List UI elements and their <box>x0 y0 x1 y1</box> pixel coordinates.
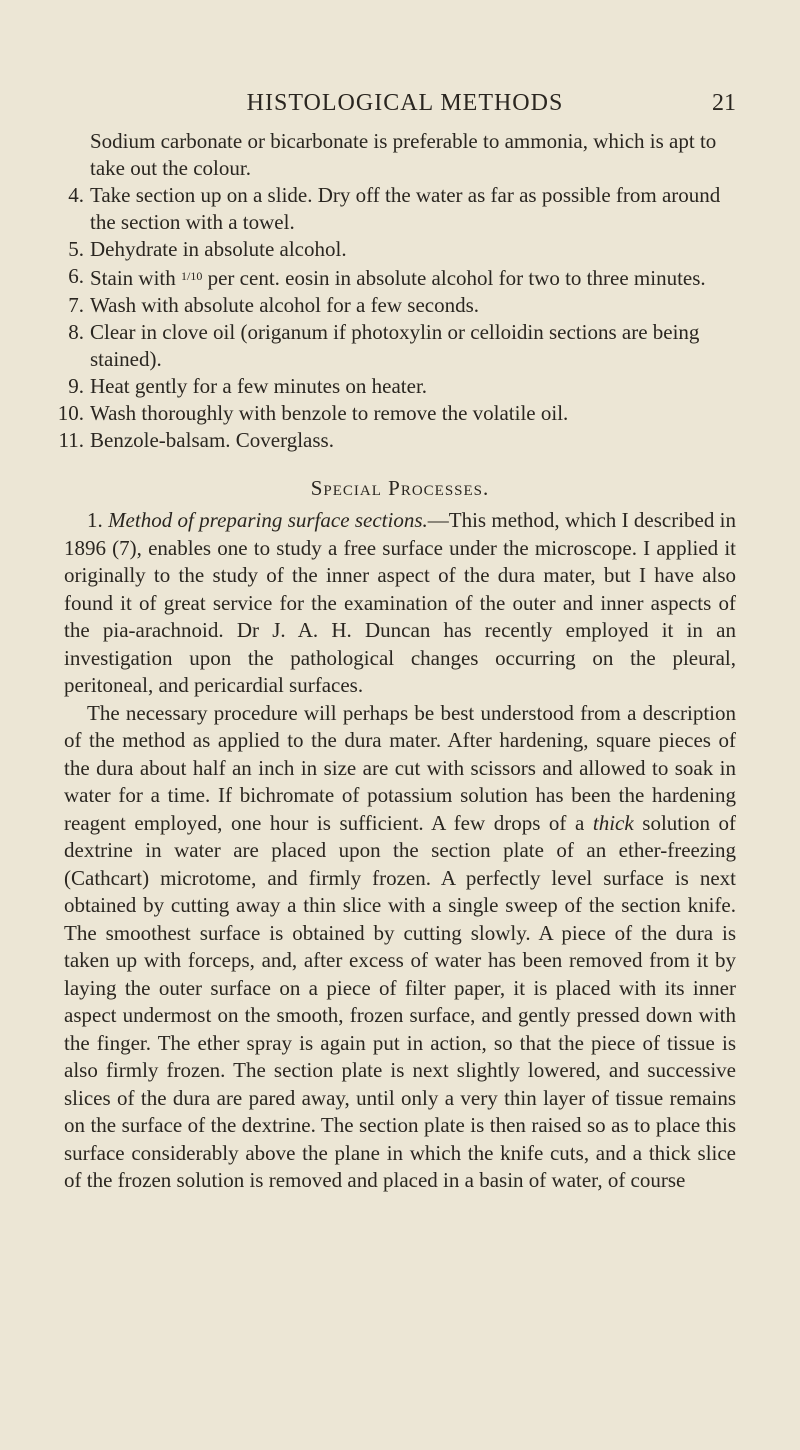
step-number: 5. <box>68 237 84 261</box>
list-item <box>64 182 736 236</box>
running-title: HISTOLOGICAL METHODS <box>246 90 564 116</box>
step-text: Wash thoroughly with benzole to remove the volatile oil. <box>90 401 569 425</box>
step-number: 11. <box>58 428 84 452</box>
list-item <box>64 373 736 400</box>
paragraph-text-after: solution of dextrine in water are placed upon the section plate of an ether-freezing (Cathcart) microtome, and firmly frozen. A perfectly level surface is next obtained by cutting away a thin slice with a single sweep of the section knife. The smoothest surface is obtained by cutting slowly. A piece of the dura is taken up with forceps, and, after excess of water has been removed from it by laying the outer surface on a piece of filter paper, it is placed with its inner aspect undermost on the smooth, frozen surface, and gently pressed down with the finger. The ether spray is again put in action, so that the piece of tissue is also firmly frozen. The section plate is next slightly lowered, and successive slices of the dura are pared away, until only a very thin layer of tissue remains on the surface of the dextrine. The section plate is then raised so as to place this surface considerably above the plane in which the knife cuts, and a thick slice of the frozen solution is removed and placed in a basin of water, of course <box>64 810 737 1192</box>
lead-paragraph: Sodium carbonate or bicarbonate is preferable to ammonia, which is apt to take out the colour. <box>90 129 717 180</box>
paragraph-number: 1. <box>87 508 103 532</box>
paragraph-2 <box>64 700 736 1195</box>
step-text: Dehydrate in absolute alcohol. <box>90 237 347 261</box>
method-title: Method of preparing surface sections. <box>108 508 428 532</box>
list-item <box>64 319 736 373</box>
list-item <box>58 427 736 454</box>
emphasis-thick: thick <box>592 810 634 835</box>
list-item <box>64 236 736 263</box>
step-text: Wash with absolute alcohol for a few seconds. <box>90 293 480 317</box>
list-item <box>64 292 736 319</box>
section-heading: Special Processes. <box>310 476 490 500</box>
steps-list <box>57 182 736 454</box>
fraction: 1/10 <box>181 269 203 283</box>
list-item <box>57 400 736 427</box>
step-number: 7. <box>68 293 84 317</box>
step-number: 10. <box>57 401 84 425</box>
step-number: 8. <box>68 320 84 344</box>
step-text-before: Stain with <box>90 266 182 290</box>
step-number: 4. <box>68 183 84 207</box>
step-text: Benzole-balsam. Coverglass. <box>90 428 334 452</box>
step-text: Heat gently for a few minutes on heater. <box>90 374 428 398</box>
step-number: 6. <box>68 264 84 288</box>
step-text-after: per cent. eosin in absolute alcohol for two to three minutes. <box>202 266 706 290</box>
list-item <box>64 263 736 292</box>
page-header <box>64 90 736 120</box>
step-text: Take section up on a slide. Dry off the water as far as possible from around the section with a towel. <box>90 183 721 234</box>
paragraph-text: —This method, which I described in 1896 (7), enables one to study a free surface under the microscope. I applied it originally to the study of the inner aspect of the dura mater, but I have also found it of great service for the examination of the outer and inner aspects of the pia-arachnoid. Dr J. A. H. Duncan has recently employed it in an investigation upon the pathological changes occurring on the pleural, peritoneal, and pericardial surfaces. <box>64 508 736 697</box>
paragraph-1 <box>64 507 736 700</box>
paragraph-text-before: The necessary procedure will perhaps be best understood from a description of the method as applied to the dura mater. After hardening, square pieces of the dura about half an inch in size are cut with scissors and allowed to soak in water for a time. If bichromate of potassium solution has been the hardening reagent employed, one hour is sufficient. A few drops of a <box>64 700 736 835</box>
step-text: Clear in clove oil (origanum if photoxylin or celloidin sections are being stained). <box>90 320 700 371</box>
step-number: 9. <box>68 374 84 398</box>
page-number: 21 <box>712 90 736 116</box>
